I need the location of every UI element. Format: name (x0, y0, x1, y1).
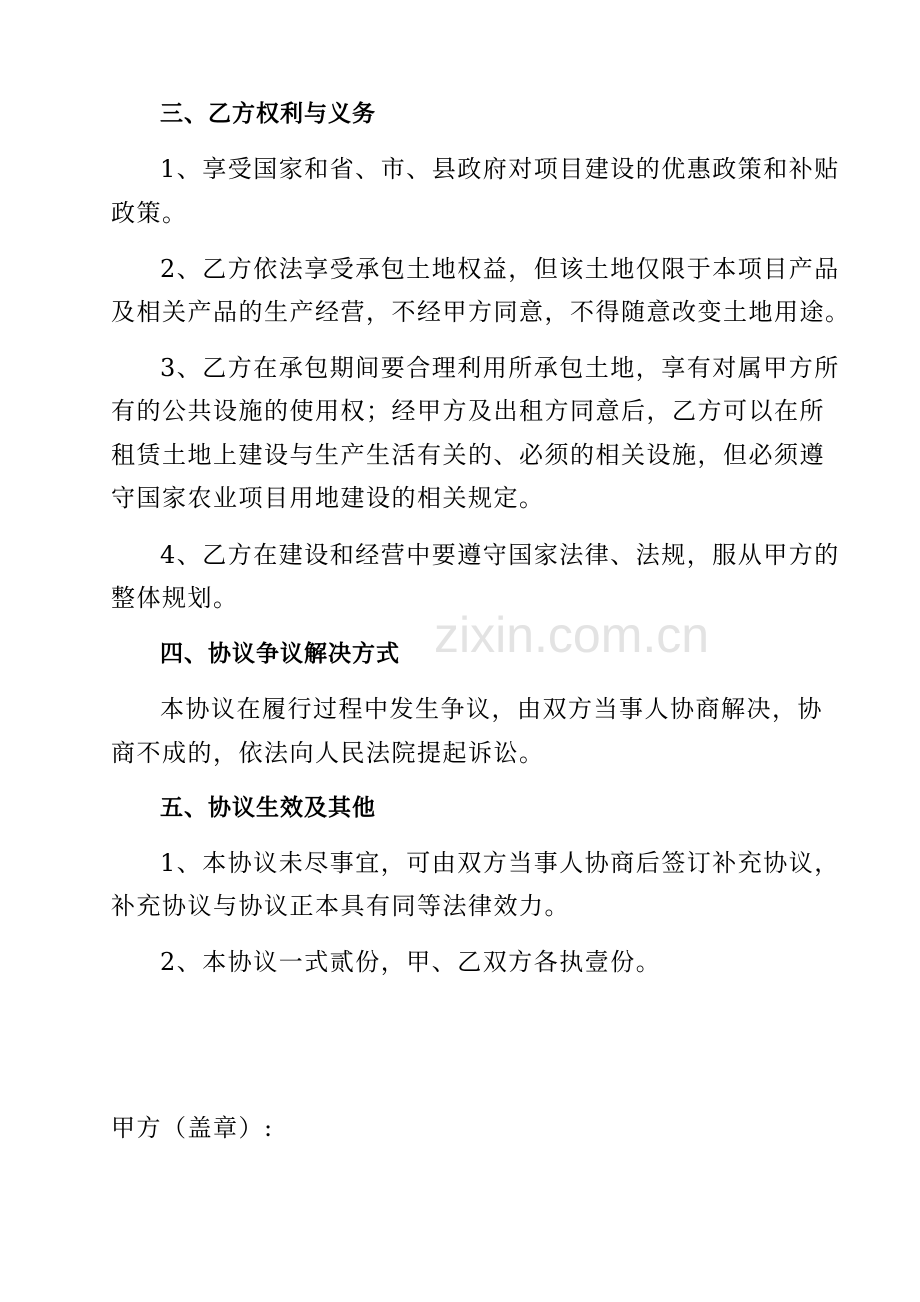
paragraph-line: 租赁土地上建设与生产生活有关的、必须的相关设施，但必须遵 (111, 441, 825, 469)
paragraph-line: 2、本协议一式贰份，甲、乙双方各执壹份。 (160, 948, 662, 976)
party-a-seal-label: 甲方（盖章）: (111, 1114, 274, 1142)
paragraph-line: 补充协议与协议正本具有同等法律效力。 (111, 892, 570, 920)
section-heading-dispute-resolution: 四、协议争议解决方式 (160, 641, 400, 667)
paragraph-line: 商不成的，依法向人民法院提起诉讼。 (111, 739, 545, 767)
section-heading-effectiveness: 五、协议生效及其他 (160, 795, 376, 821)
watermark-text: zixin.com.cn (434, 607, 710, 663)
paragraph-line: 3、乙方在承包期间要合理利用所承包土地，享有对属甲方所 (160, 354, 840, 382)
paragraph-line: 及相关产品的生产经营，不经甲方同意，不得随意改变土地用途。 (111, 298, 851, 326)
paragraph-line: 1、本协议未尽事宜，可由双方当事人协商后签订补充协议， (160, 849, 840, 877)
paragraph-line: 整体规划。 (111, 584, 239, 612)
paragraph-line: 1、享受国家和省、市、县政府对项目建设的优惠政策和补贴 (160, 155, 840, 183)
section-heading-rights-obligations: 三、乙方权利与义务 (160, 101, 376, 127)
paragraph-line: 本协议在履行过程中发生争议，由双方当事人协商解决，协 (160, 695, 823, 723)
paragraph-line: 2、乙方依法享受承包土地权益，但该土地仅限于本项目产品 (160, 255, 840, 283)
paragraph-line: 4、乙方在建设和经营中要遵守国家法律、法规，服从甲方的 (160, 541, 840, 569)
paragraph-line: 政策。 (111, 199, 188, 227)
paragraph-line: 守国家农业项目用地建设的相关规定。 (111, 484, 545, 512)
paragraph-line: 有的公共设施的使用权；经甲方及出租方同意后，乙方可以在所 (111, 397, 825, 425)
